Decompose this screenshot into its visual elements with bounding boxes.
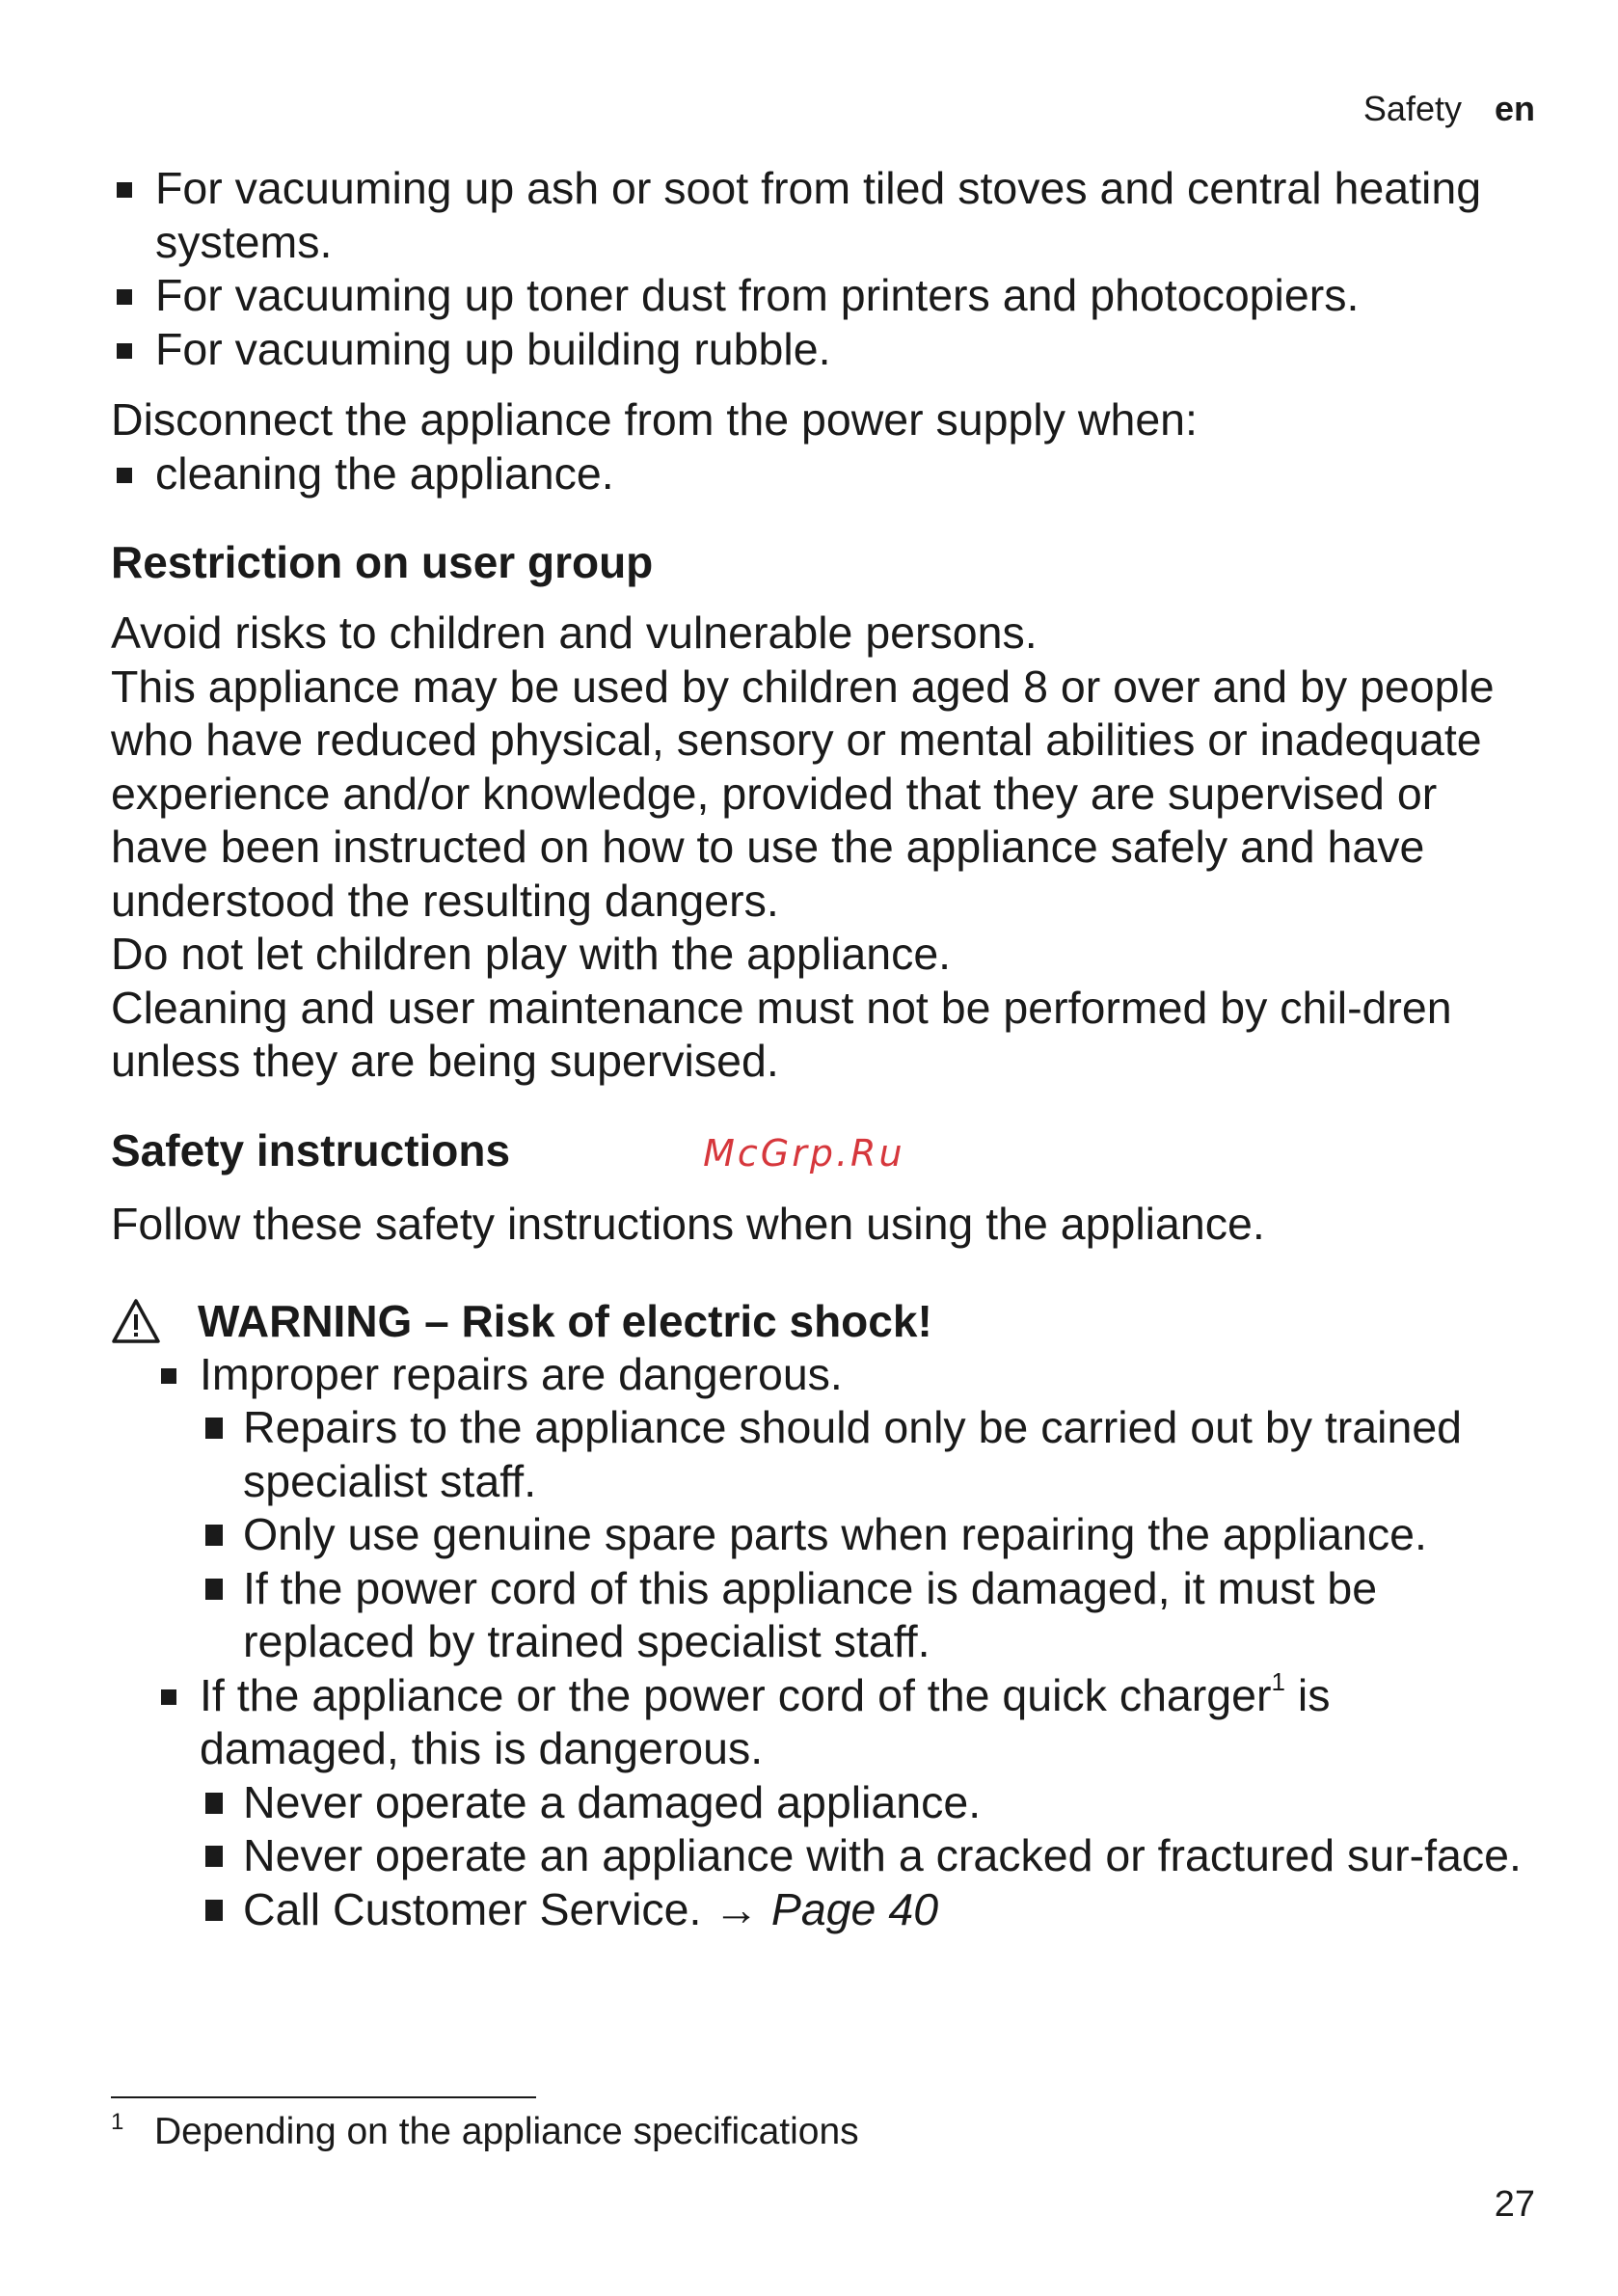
step-item — [200, 1883, 1538, 1937]
step-item: Repairs to the appliance should only be carried out by trained specialist staff. — [200, 1401, 1538, 1508]
list-item: cleaning the appliance. — [111, 447, 1538, 501]
step-list — [200, 1401, 1538, 1669]
footnote-number: 1 — [111, 2109, 124, 2135]
intro-bullet-list — [111, 162, 1538, 376]
step-list — [200, 1776, 1538, 1937]
footnote — [111, 2108, 859, 2156]
safety-heading-row — [111, 1123, 1538, 1181]
step-item: If the power cord of this appliance is damaged, it must be replaced by trained specialist staff. — [200, 1562, 1538, 1669]
restriction-paragraph: Avoid risks to children and vulnerable persons. — [111, 608, 1038, 658]
safety-heading: Safety instructions — [111, 1124, 511, 1175]
warning-triangle-icon — [111, 1298, 161, 1344]
watermark: McGrp.Ru — [703, 1131, 905, 1175]
step-item: Never operate a damaged appliance. — [200, 1776, 1538, 1830]
restriction-paragraph: Do not let children play with the appliance. — [111, 929, 952, 979]
warning-title-text: WARNING – Risk of electric shock! — [198, 1295, 932, 1346]
header-language: en — [1494, 89, 1535, 128]
restriction-paragraph: This appliance may be used by children aged 8 or over and by people who have reduced physical, sensory or mental abilities or inadequate experience and/or knowledge, provided that they are supervised or have been instructed on how to use the appliance safely and have understood the resulting dangers. — [111, 661, 1495, 926]
warning-block — [111, 1348, 1538, 1937]
disconnect-text: Disconnect the appliance from the power supply when: — [111, 394, 1198, 445]
step-item: Only use genuine spare parts when repairing the appliance. — [200, 1508, 1538, 1562]
footnote-text: Depending on the appliance specifications — [154, 2111, 859, 2152]
list-item: For vacuuming up building rubble. — [111, 323, 1538, 377]
list-item: For vacuuming up toner dust from printers and photocopiers. — [111, 269, 1538, 323]
warning-item-text-part: is damaged, this is dangerous. — [200, 1669, 1331, 1773]
footnote-divider — [111, 2096, 536, 2098]
warning-item-text — [200, 1667, 1331, 1774]
restriction-heading: Restriction on user group — [111, 537, 654, 587]
warning-item-text-part: If the appliance or the power cord of the quick charger — [200, 1669, 1272, 1720]
warning-item-text: Improper repairs are dangerous. — [200, 1348, 843, 1399]
page-content — [111, 162, 1538, 1936]
step-item: Never operate an appliance with a cracked or fractured sur-face. — [200, 1829, 1538, 1883]
list-item: For vacuuming up ash or soot from tiled stoves and central heating systems. — [111, 162, 1538, 269]
warning-title — [111, 1294, 1538, 1348]
warning-list — [155, 1348, 1538, 1937]
header-section: Safety — [1362, 89, 1462, 128]
page-reference-link[interactable]: Page 40 — [770, 1883, 939, 1934]
warning-item — [155, 1348, 1538, 1669]
disconnect-bullet-list — [111, 447, 1538, 501]
restriction-paragraph: Cleaning and user maintenance must not be performed by chil-dren unless they are being supervised. — [111, 982, 1452, 1086]
footnote-marker: 1 — [1271, 1667, 1285, 1696]
warning-item — [155, 1669, 1538, 1937]
page-header — [1363, 89, 1535, 129]
safety-intro: Follow these safety instructions when using the appliance. — [111, 1199, 1265, 1249]
page-number: 27 — [1494, 2184, 1535, 2225]
call-service-text: Call Customer Service. → — [243, 1883, 771, 1934]
